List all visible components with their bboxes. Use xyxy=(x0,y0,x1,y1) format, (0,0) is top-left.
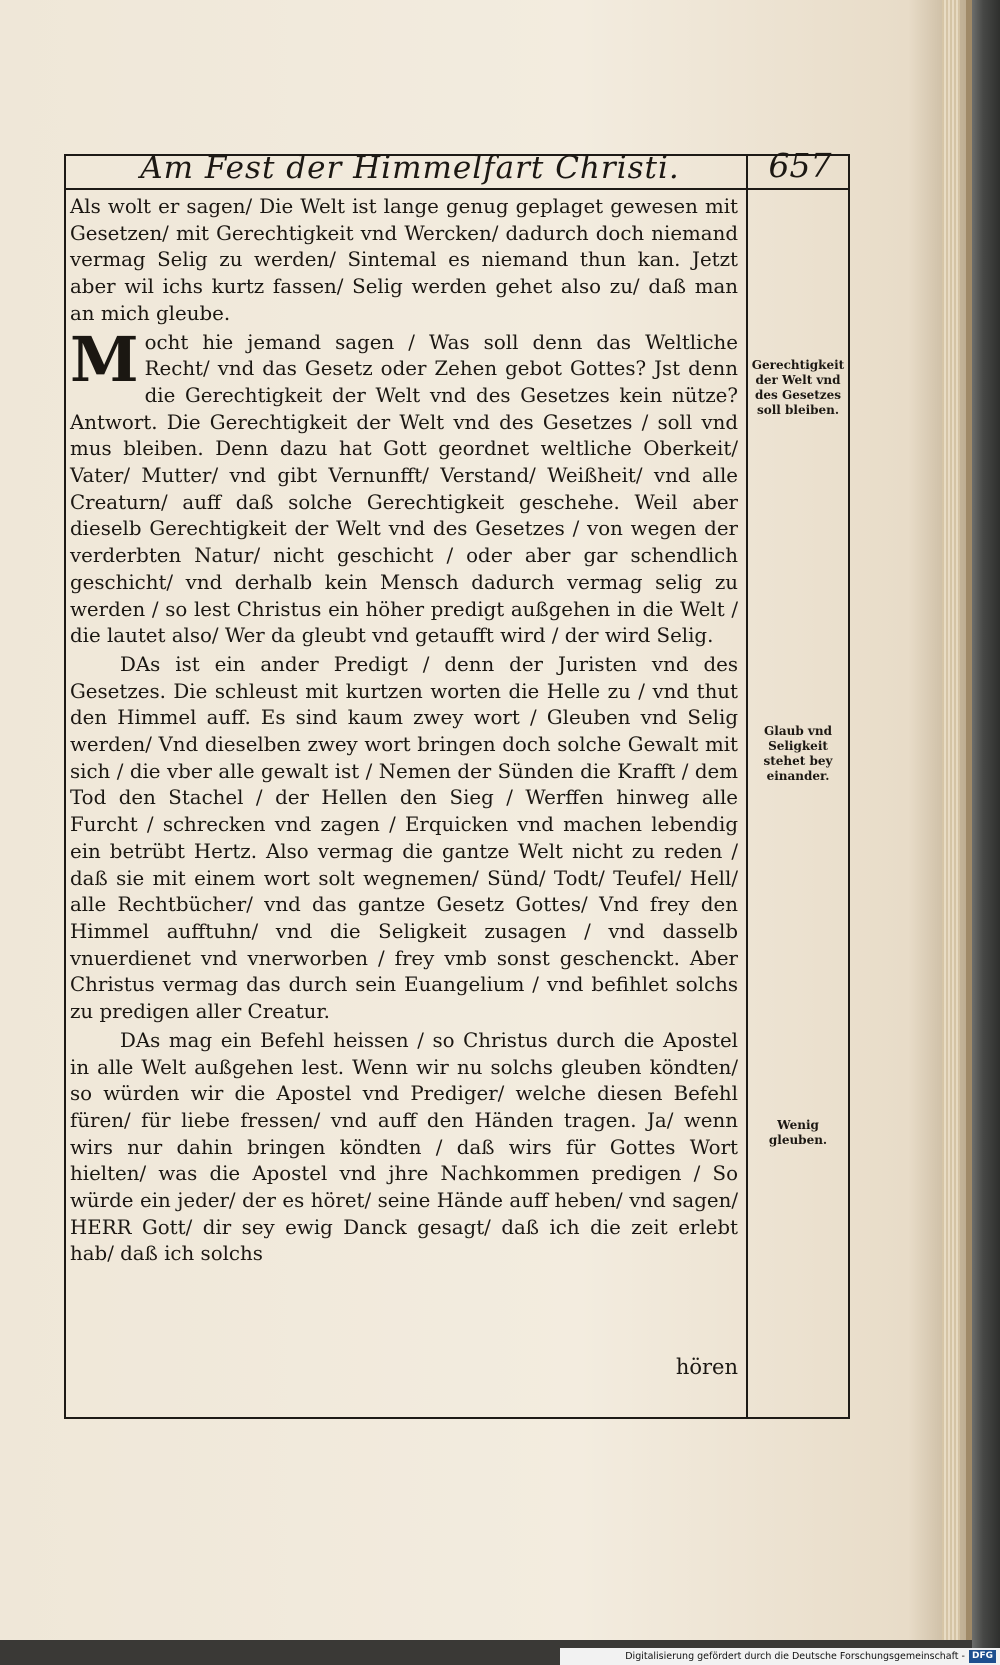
marginal-note: Glaub vnd Seligkeit stehet bey einander. xyxy=(763,724,833,783)
page-number: 657 xyxy=(768,146,832,185)
paragraph-text: DAs ist ein ander Predigt / denn der Juristen vnd des Gesetzes. Die schleust mit kurtzen worten die Helle zu / vnd thut den Himmel auff. Es sind kaum zwey wort / Gleuben vnd Selig werden/ Vnd dieselben zwey wort bringen doch solche Gewalt mit sich / die vber alle gewalt ist / Nemen der Sünden die Krafft / dem Tod den Stachel / der Hellen den Sieg / Werffen hinweg alle Furcht / schrecken vnd zagen / Erquicken vnd machen lebendig ein betrübt Hertz. Also vermag die gantze Welt nicht zu reden / daß sie mit einem wort solt wegnemen/ Sünd/ Todt/ Teufel/ Hell/ alle Rechtbücher/ vnd das gantze Gesetz Gottes/ Vnd frey den Himmel aufftuhn/ vnd die Seligkeit zusagen / vnd dasselb vnuerdienet vnd vnerworben / frey vmb sonst geschenckt. Aber Christus vermag das durch sein Euangelium / vnd befihlet solchs zu predigen aller Creatur. xyxy=(70,652,738,1024)
digitization-footer xyxy=(560,1648,1000,1665)
paragraph xyxy=(70,652,738,1026)
body-text xyxy=(70,194,738,1268)
marginal-note: Gerechtigkeit der Welt vnd des Gesetzes soll bleiben. xyxy=(751,358,845,417)
paragraph-text: DAs mag ein Befehl heissen / so Christus durch die Apostel in alle Welt außgehen lest. Wenn wir nu solchs gleuben köndten/ so würden wir die Apostel vnd Prediger/ welche diesen Befehl füren/ für liebe fressen/ vnd auff den Händen tragen. Ja/ wenn wirs nur dahin bringen köndten / daß wirs für Gottes Wort hielten/ was die Apostel vnd jhre Nachkommen predigen / So würde ein jeder/ der es höret/ seine Hände auff heben/ vnd sagen/ HERR Gott/ dir sey ewig Danck gesagt/ daß ich die zeit erlebt hab/ daß ich solchs xyxy=(70,1028,738,1266)
header-rule xyxy=(64,188,850,190)
margin-rule xyxy=(746,154,748,1419)
marginal-note: Wenig gleuben. xyxy=(768,1118,828,1147)
drop-cap: M xyxy=(70,322,139,396)
running-head: Am Fest der Himmelfart Christi. xyxy=(140,150,680,186)
book-spine xyxy=(972,0,1000,1665)
catchword: hören xyxy=(675,1355,738,1379)
footer-text: Digitalisierung gefördert durch die Deutsche Forschungsgemeinschaft - xyxy=(625,1651,965,1662)
paragraph xyxy=(70,322,738,650)
dfg-logo-icon: DFG xyxy=(969,1650,996,1663)
paragraph-text: Als wolt er sagen/ Die Welt ist lange genug geplaget gewesen mit Gesetzen/ mit Gerechtigkeit vnd Wercken/ dadurch doch niemand vermag Selig zu werden/ Sintemal es niemand thun kan. Jetzt aber wil ichs kurtz fassen/ Selig werden gehet also zu/ daß man an mich gleube. xyxy=(70,195,738,325)
paragraph-text: ocht hie jemand sagen / Was soll denn das Weltliche Recht/ vnd das Gesetz oder Zehen gebot Gottes? Jst denn die Gerechtigkeit der Welt vnd des Gesetzes kein nütze? Antwort. Die Gerechtigkeit der Welt vnd des Gesetzes / soll vnd mus bleiben. Denn dazu hat Gott geordnet weltliche Oberkeit/ Vater/ Mutter/ vnd gibt Vernunfft/ Verstand/ Weißheit/ vnd alle Creaturn/ auff daß solche Gerechtigkeit geschehe. Weil aber dieselb Gerechtigkeit der Welt vnd des Gesetzes / von wegen der verderbten Natur/ nicht geschicht / oder aber gar schendlich geschicht/ vnd derhalb kein Mensch dadurch vermag selig zu werden / so lest Christus ein höher predigt außgehen in die Welt / die lautet also/ Wer da gleubt vnd getaufft wird / der wird Selig. xyxy=(70,330,738,648)
paragraph xyxy=(70,194,738,328)
paragraph xyxy=(70,1028,738,1268)
